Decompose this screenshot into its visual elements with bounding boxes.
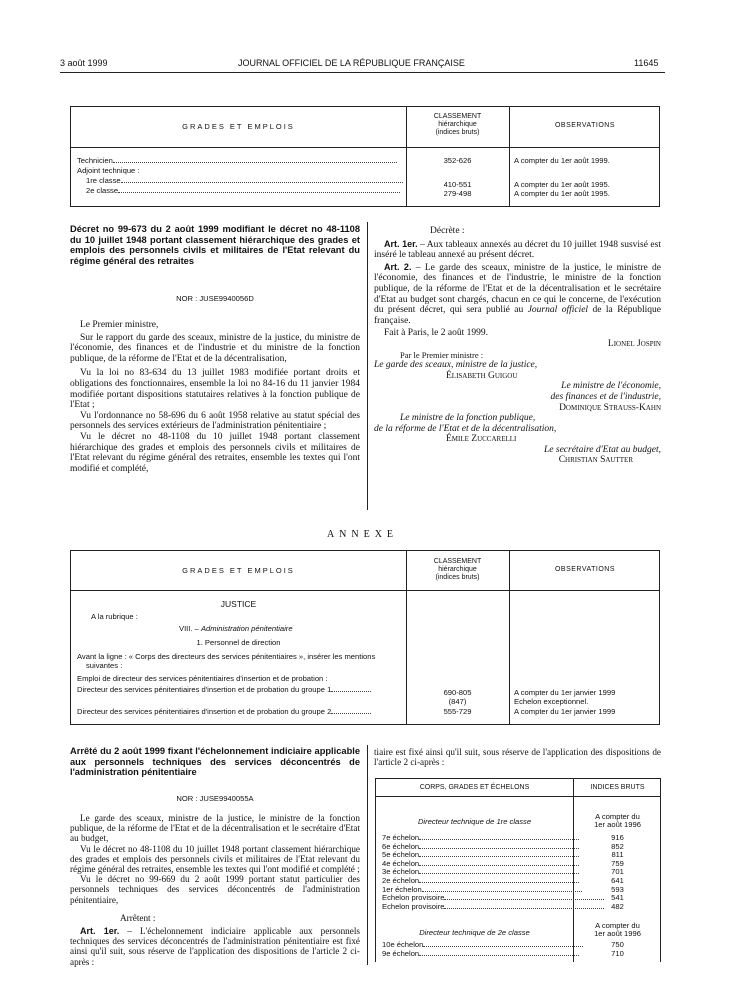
table-row: 1er échelon [382,885,570,894]
decret-paragraph: Vu la loi no 83-634 du 13 juillet 1983 modifiée portant droits et obligations des fonctionnaires, ensemble la loi no 84-16 du 11 janvier 1984 modifiée portant dispositions statutaires relatives à la fonction publique de l'Etat ; [70,368,360,411]
annexe-avant: suivantes : [86,661,123,670]
table-cell-value: (847) [448,697,467,706]
arrete-art1: Art. 1er. – L'échelonnement indiciaire applicable aux personnels techniques des services déconcentrés de l'administration pénitentiaire est fixé ainsi qu'il suit, sous réserve de l'application des dispositions de l'article 2 ci-après : [70,926,360,967]
table-row: Echelon provisoire [382,893,570,902]
header-journal: JOURNAL OFFICIEL DE LA RÉPUBLIQUE FRANÇAISE [238,58,465,68]
group-date: A compter du 1er août 1996 [594,812,641,829]
col-header-observations: OBSERVATIONS [554,566,616,573]
signature-role: des finances et de l'industrie, [550,391,661,402]
signature-pm: Lionel Jospin [607,338,661,349]
column-divider [367,745,368,965]
annexe-personnel: 1. Personnel de direction [196,638,281,647]
table-row: Technicien [77,156,397,165]
table-row: 3e échelon [382,867,570,876]
signature-role: Le ministre de la fonction publique, [400,413,536,424]
col-header-grades: GRADES ET EMPLOIS [182,122,295,131]
table-row: 4e échelon [382,859,570,868]
signature-role: Le garde des sceaux, ministre de la justice, [374,360,538,371]
table-grades-1 [70,106,660,207]
decret-art2: Art. 2. – Le garde des sceaux, ministre de la justice, le ministre de l'économie, des finances et de l'industrie, le ministre de la fonction publique, de la réforme de l'Etat et de la décentralisation et le secrétaire d'Etat au budget sont chargés, chacun en ce qui le concerne, de l'exécution du présent décret, qui sera publié au Journal officiel de la République française. [374,261,662,326]
decret-paragraph: Sur le rapport du garde des sceaux, ministre de la justice, du ministre de l'économie, des finances et de l'industrie et du ministre de la fonction publique, de la réforme de l'Etat et de la décentralisation, [70,332,360,364]
table-cell-value: 482 [611,901,624,911]
group-date: A compter du 1er août 1996 [594,921,641,938]
header-rule [60,72,665,73]
decret-articles [374,226,661,466]
arrete-body [70,813,360,967]
col-header-corps: CORPS, GRADES ET ÉCHELONS [419,784,530,791]
col-header-observations: OBSERVATIONS [554,122,616,129]
arrete-title: Arrêté du 2 août 1999 fixant l'échelonnement indiciaire applicable aux personnels techniques des services déconcentrés de l'administration pénitentiaire [70,746,360,778]
table-cell-value: 641 [611,876,624,885]
table-cell-value: 352-626 [443,156,472,165]
decret-decrete: Décrète : [430,226,465,236]
table-row: 9e échelon [382,949,570,958]
table-cell-value: 541 [611,893,624,903]
table-row: 5e échelon [382,850,570,859]
decret-body [70,320,360,474]
annexe-avant: Avant la ligne : « Corps des directeurs des services pénitentiaires », insérer les mentions [77,652,376,661]
par-premier-ministre: Par le Premier ministre : [400,349,484,360]
signature-role: Le ministre de l'économie, [561,381,661,392]
table-row: Directeur des services pénitentiaires d'insertion et de probation du groupe 1 [77,685,371,694]
signature-role: Le secrétaire d'Etat au budget, [544,444,661,455]
table-cell-value: 750 [611,940,624,949]
table-cell-value: 593 [611,884,624,894]
table-row: 2e classe [86,186,400,195]
group-title: Directeur technique de 1re classe [417,817,532,826]
col-header-indices: INDICES BRUTS [590,784,645,791]
table-cell-value: 811 [611,850,624,860]
signature-role: de la réforme de l'Etat et de la décentralisation, [374,423,557,434]
decret-nor: NOR : JUSE9940056D [176,294,254,303]
header-date: 3 août 1999 [60,58,108,68]
group-title: Directeur technique de 2e classe [419,928,530,937]
table-cell-value: 710 [611,948,624,958]
annexe-emploi: Emploi de directeur des services pénitentiaires d'insertion et de probation : [77,674,328,683]
table-row: Directeur des services pénitentiaires d'insertion et de probation du groupe 2 [77,707,371,716]
table-cell-value: 916 [611,833,624,842]
decret-intro: Le Premier ministre, [80,320,159,330]
table-cell-value: 690-805 [443,688,472,697]
signature-name: Élisabeth Guigou [446,370,518,381]
decret-paragraph: Vu l'ordonnance no 58-696 du 6 août 1958 relative au statut spécial des personnels des services extérieurs de l'administration pénitentiaire ; [70,410,360,432]
table-echelons [375,778,661,962]
table-cell-obs: Echelon exceptionnel. [514,697,589,706]
signature-name: Dominique Strauss-Kahn [559,402,661,413]
table-cell-value: 410-551 [443,180,472,189]
table-cell-value: 279-498 [443,189,472,198]
arrete-paragraph: Vu le décret no 99-669 du 2 août 1999 portant statut particulier des personnels techniques des services déconcentrés de l'administration pénitentiaire, [70,874,360,905]
col-header-classement: CLASSEMENT hiérarchique (indices bruts) [433,113,482,136]
col-header-grades: GRADES ET EMPLOIS [182,566,295,575]
table-row: 1re classe [86,176,403,185]
decret-title: Décret no 99-673 du 2 août 1999 modifiant le décret no 48-1108 du 10 juillet 1948 portant classement hiérarchique des grades et emplois des personnels civils et militaires de l'Etat relevant du régime général des retraites [70,224,360,266]
annexe-rubrique: A la rubrique : [91,612,138,621]
decret-fait: Fait à Paris, le 2 août 1999. [384,328,488,339]
table-cell-obs: A compter du 1er août 1995. [514,180,610,189]
table-cell-value: 701 [611,867,624,877]
col-header-classement: CLASSEMENT hiérarchique (indices bruts) [433,558,482,581]
annexe-title: ANNEXE [326,529,399,540]
arrete-arretent: Arrêtent : [120,912,156,923]
column-divider [367,222,368,510]
table-cell-value: 759 [611,858,624,868]
arrete-nor: NOR : JUSE9940055A [176,794,254,803]
decret-paragraph: Vu le décret no 48-1108 du 10 juillet 1948 portant classement hiérarchique des grades et emplois des personnels civils et militaires de l'Etat relevant du régime général des retraites, ensemble les textes qui l'ont modifié et complété, [70,431,360,474]
arrete-art1-continued: tiaire est fixé ainsi qu'il suit, sous réserve de l'application des dispositions de l'article 2 ci-après : [374,747,661,768]
annexe-viii: VIII. – Administration pénitentiaire [179,624,293,633]
table-cell-obs: A compter du 1er août 1995. [514,189,610,198]
decret-art1: Art. 1er. – Aux tableaux annexés au décret du 10 juillet 1948 susvisé est inséré le tableau annexé au présent décret. [374,238,661,261]
table-cell-obs: A compter du 1er août 1999. [514,156,610,165]
table-cell-value: 555-729 [443,707,472,716]
table-row: 7e échelon [382,833,570,842]
table-cell-obs: A compter du 1er janvier 1999 [514,707,616,716]
arrete-paragraph: Le garde des sceaux, ministre de la justice, le ministre de la fonction publique, de la réforme de l'Etat et de la décentralisation et le secrétaire d'Etat au budget, [70,813,360,844]
table-row: Adjoint technique : [77,166,140,175]
header-page-number: 11645 [634,58,659,68]
table-row: 10e échelon [382,940,570,949]
table-row: 2e échelon [382,876,570,885]
table-row: Echelon provisoire [382,902,570,911]
annexe-justice: JUSTICE [220,599,257,609]
table-cell-obs: A compter du 1er janvier 1999 [514,688,616,697]
table-row: 6e échelon [382,842,570,851]
table-cell-value: 852 [611,841,624,851]
table-annexe [70,550,660,725]
signature-name: Christian Sautter [558,455,633,466]
arrete-paragraph: Vu le décret no 48-1108 du 10 juillet 1948 portant classement hiérarchique des grades et emplois des personnels civils et militaires de l'Etat relevant du régime général des retraites, ensemble les textes qui l'ont modifié et complété ; [70,843,360,875]
signature-name: Émile Zuccarelli [446,434,517,445]
